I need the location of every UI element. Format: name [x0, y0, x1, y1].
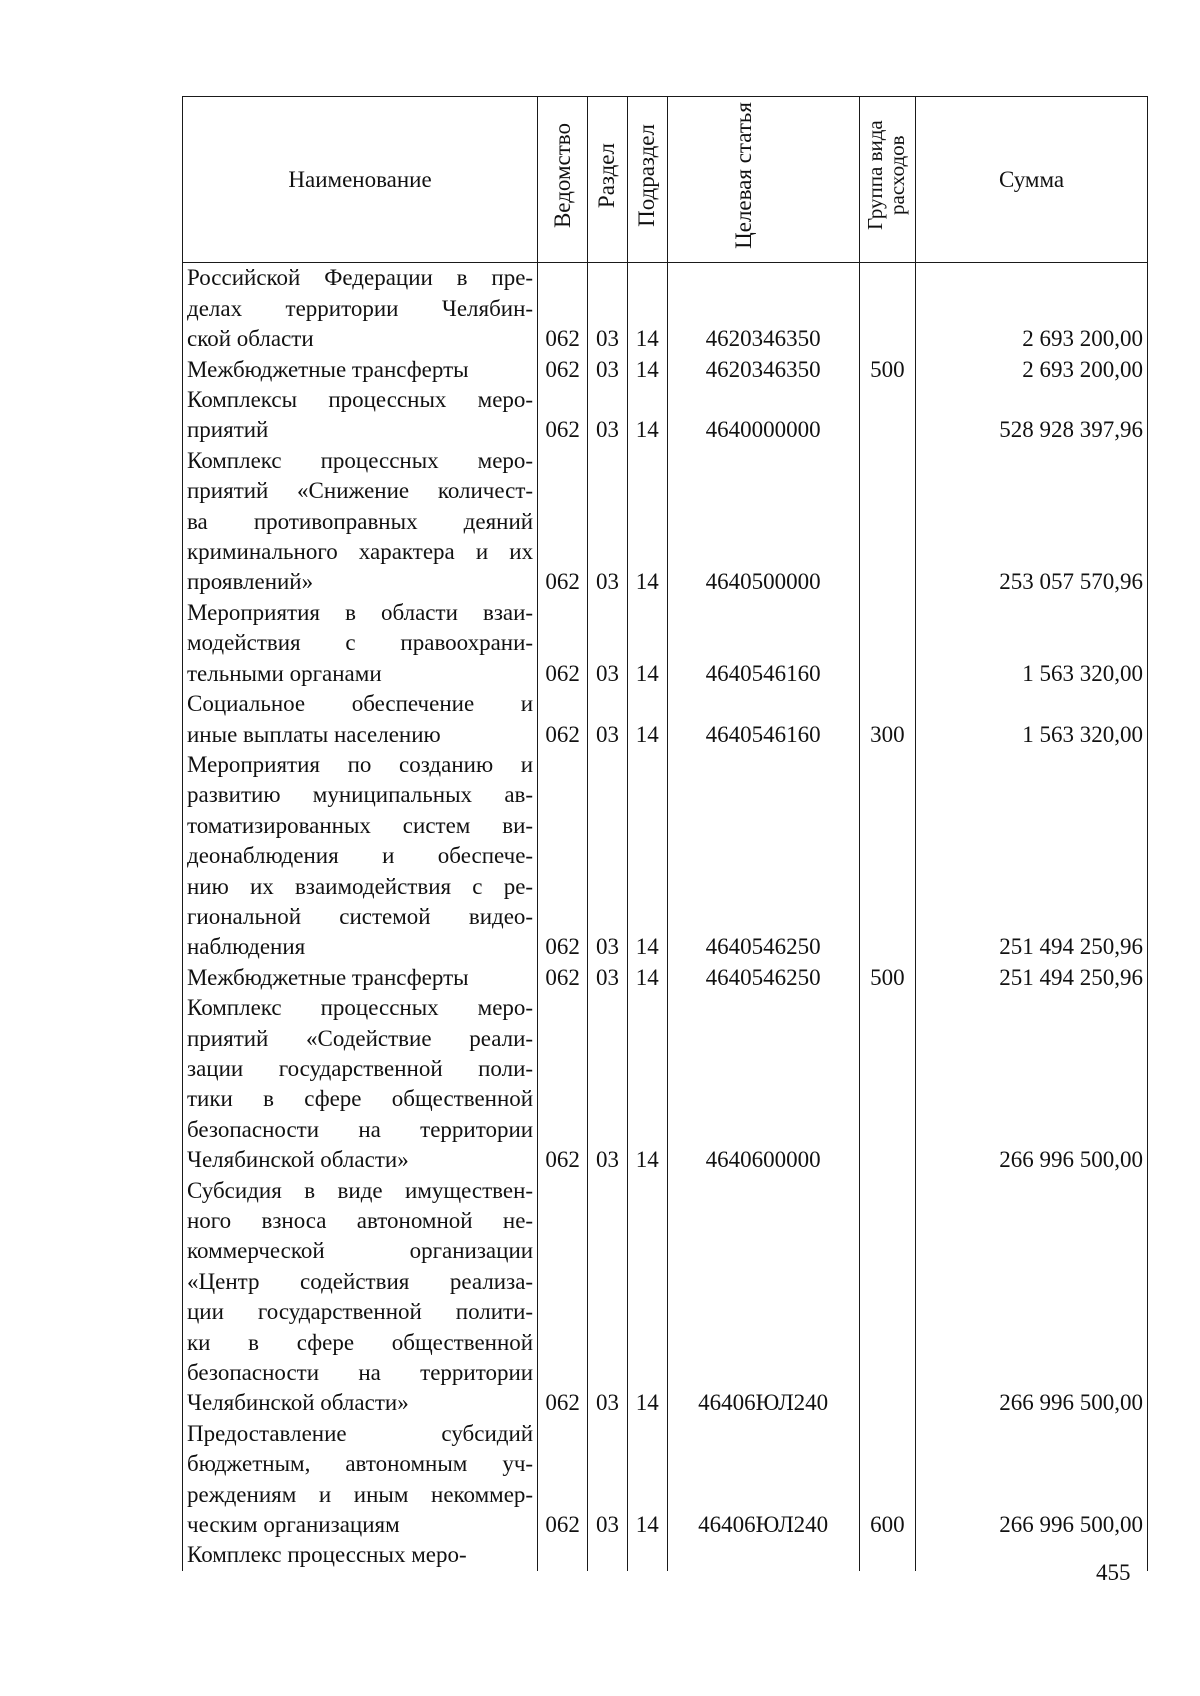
- row-gruppa: [859, 598, 915, 689]
- row-name-line: приятий: [187, 417, 269, 443]
- header-summa: Сумма: [916, 97, 1148, 263]
- row-summa: 1 563 320,00: [916, 598, 1148, 689]
- row-name-line: Комплексы процессных меро-: [187, 387, 534, 413]
- page-number: 455: [1096, 1560, 1131, 1585]
- table-row: [183, 689, 1148, 750]
- row-name-line: безопасности на территории: [187, 1116, 534, 1142]
- row-razdel: 03: [588, 446, 628, 598]
- row-name: [183, 385, 538, 446]
- row-statya: 4640546160: [667, 598, 859, 689]
- row-name-line: Челябинской области»: [187, 1390, 409, 1416]
- row-gruppa: 600: [859, 1419, 915, 1541]
- row-name-line: Межбюджетные трансферты: [187, 356, 469, 382]
- table-row: [183, 963, 1148, 993]
- table-row: [183, 1540, 1148, 1570]
- row-name-line: Предоставление субсидий: [187, 1420, 534, 1446]
- row-name-line: деонаблюдения и обеспече-: [187, 843, 534, 869]
- row-podrazdel: 14: [627, 385, 667, 446]
- row-razdel: 03: [588, 355, 628, 385]
- row-statya: 4640546160: [667, 689, 859, 750]
- row-summa: 2 693 200,00: [916, 355, 1148, 385]
- row-name-line: криминального характера и их: [187, 539, 534, 565]
- row-name: [183, 446, 538, 598]
- row-name-line: развитию муниципальных ав-: [187, 782, 534, 808]
- row-name-line: тельными органами: [187, 660, 382, 686]
- row-summa: 528 928 397,96: [916, 385, 1148, 446]
- row-name-line: модействия с правоохрани-: [187, 630, 534, 656]
- row-statya: 4640500000: [667, 446, 859, 598]
- row-name-line: Мероприятия в области взаи-: [187, 599, 534, 625]
- row-summa: 253 057 570,96: [916, 446, 1148, 598]
- row-razdel: 03: [588, 1419, 628, 1541]
- table-row: [183, 446, 1148, 598]
- row-name: [183, 963, 538, 993]
- row-podrazdel: 14: [627, 1176, 667, 1419]
- row-razdel: 03: [588, 598, 628, 689]
- row-gruppa: 300: [859, 689, 915, 750]
- row-statya: [667, 1540, 859, 1570]
- row-name-line: Комплекс процессных меро-: [187, 1542, 467, 1568]
- row-name: [183, 263, 538, 355]
- row-vedomstvo: 062: [538, 963, 588, 993]
- row-name-line: томатизированных систем ви-: [187, 812, 534, 838]
- table-row: [183, 1176, 1148, 1419]
- row-name-line: Комплекс процессных меро-: [187, 995, 534, 1021]
- row-vedomstvo: 062: [538, 446, 588, 598]
- row-name-line: ва противоправных деяний: [187, 508, 534, 534]
- row-vedomstvo: 062: [538, 598, 588, 689]
- row-name-line: «Центр содействия реализа-: [187, 1268, 534, 1294]
- row-podrazdel: 14: [627, 963, 667, 993]
- row-name: [183, 993, 538, 1175]
- row-name-line: Социальное обеспечение и: [187, 691, 534, 717]
- row-vedomstvo: 062: [538, 355, 588, 385]
- row-name-line: безопасности на территории: [187, 1360, 534, 1386]
- row-name-line: делах территории Челябин-: [187, 295, 534, 321]
- row-razdel: 03: [588, 689, 628, 750]
- header-vedomstvo: Ведомство: [549, 122, 575, 229]
- row-vedomstvo: 062: [538, 385, 588, 446]
- row-summa: 266 996 500,00: [916, 993, 1148, 1175]
- row-name: [183, 1419, 538, 1541]
- row-name: [183, 1540, 538, 1570]
- row-name-line: реждениям и иным некоммер-: [187, 1481, 534, 1507]
- row-gruppa: [859, 446, 915, 598]
- row-name-line: иные выплаты населению: [187, 721, 441, 747]
- row-vedomstvo: 062: [538, 750, 588, 963]
- row-razdel: [588, 1540, 628, 1570]
- row-podrazdel: 14: [627, 446, 667, 598]
- header-name: Наименование: [183, 97, 538, 263]
- row-summa: 1 563 320,00: [916, 689, 1148, 750]
- row-razdel: 03: [588, 1176, 628, 1419]
- table-row: [183, 355, 1148, 385]
- row-podrazdel: 14: [627, 598, 667, 689]
- row-summa: 251 494 250,96: [916, 750, 1148, 963]
- row-gruppa: [859, 1540, 915, 1570]
- row-statya: 4640000000: [667, 385, 859, 446]
- row-statya: 4640546250: [667, 963, 859, 993]
- row-statya: 4620346350: [667, 355, 859, 385]
- row-podrazdel: [627, 1540, 667, 1570]
- row-name-line: проявлений»: [187, 569, 314, 595]
- row-vedomstvo: 062: [538, 1176, 588, 1419]
- row-summa: 266 996 500,00: [916, 1176, 1148, 1419]
- header-podrazdel: Подраздел: [634, 124, 660, 227]
- header-razdel: Раздел: [594, 142, 620, 209]
- row-razdel: 03: [588, 750, 628, 963]
- row-name-line: ции государственной полити-: [187, 1299, 534, 1325]
- table-row: [183, 750, 1148, 963]
- row-gruppa: [859, 263, 915, 355]
- row-name: [183, 1176, 538, 1419]
- table-row: [183, 263, 1148, 355]
- row-name-line: Субсидия в виде имуществен-: [187, 1177, 534, 1203]
- row-name-line: ки в сфере общественной: [187, 1329, 534, 1355]
- row-name-line: Мероприятия по созданию и: [187, 751, 534, 777]
- row-statya: 46406ЮЛ240: [667, 1419, 859, 1541]
- header-statya: Целевая статья: [731, 102, 757, 249]
- row-name-line: ного взноса автономной не-: [187, 1208, 534, 1233]
- table-row: [183, 993, 1148, 1175]
- row-gruppa: [859, 1176, 915, 1419]
- budget-table: [182, 96, 1148, 1571]
- row-razdel: 03: [588, 385, 628, 446]
- row-name: [183, 750, 538, 963]
- row-name-line: тики в сфере общественной: [187, 1086, 534, 1112]
- row-name-line: гиональной системой видео-: [187, 903, 534, 929]
- row-name-line: коммерческой организации: [187, 1238, 534, 1264]
- row-vedomstvo: 062: [538, 689, 588, 750]
- row-statya: 4640546250: [667, 750, 859, 963]
- row-statya: 4620346350: [667, 263, 859, 355]
- row-razdel: 03: [588, 963, 628, 993]
- row-name-line: Комплекс процессных меро-: [187, 447, 534, 473]
- row-name: [183, 598, 538, 689]
- row-vedomstvo: 062: [538, 1419, 588, 1541]
- row-gruppa: [859, 993, 915, 1175]
- row-name-line: Межбюджетные трансферты: [187, 964, 469, 990]
- row-podrazdel: 14: [627, 689, 667, 750]
- row-podrazdel: 14: [627, 355, 667, 385]
- row-gruppa: [859, 750, 915, 963]
- row-razdel: 03: [588, 263, 628, 355]
- row-vedomstvo: 062: [538, 993, 588, 1175]
- row-name-line: приятий «Снижение количест-: [187, 478, 534, 504]
- table-row: [183, 385, 1148, 446]
- row-name-line: зации государственной поли-: [187, 1055, 534, 1081]
- row-podrazdel: 14: [627, 263, 667, 355]
- row-name-line: приятий «Содействие реали-: [187, 1025, 534, 1051]
- row-vedomstvo: [538, 1540, 588, 1570]
- row-gruppa: 500: [859, 355, 915, 385]
- row-summa: 2 693 200,00: [916, 263, 1148, 355]
- row-summa: 266 996 500,00: [916, 1419, 1148, 1541]
- table-row: [183, 598, 1148, 689]
- table-row: [183, 1419, 1148, 1541]
- table-body: [183, 263, 1148, 1571]
- row-name-line: Челябинской области»: [187, 1147, 409, 1173]
- row-name-line: ской области: [187, 326, 314, 352]
- row-name: [183, 355, 538, 385]
- table-header-row: [183, 97, 1148, 263]
- row-podrazdel: 14: [627, 1419, 667, 1541]
- row-vedomstvo: 062: [538, 263, 588, 355]
- row-gruppa: 500: [859, 963, 915, 993]
- row-gruppa: [859, 385, 915, 446]
- header-gruppa: Группа вида расходов: [863, 120, 910, 231]
- row-statya: 46406ЮЛ240: [667, 1176, 859, 1419]
- row-podrazdel: 14: [627, 993, 667, 1175]
- row-name-line: наблюдения: [187, 934, 306, 960]
- row-statya: 4640600000: [667, 993, 859, 1175]
- row-name-line: бюджетным, автономным уч-: [187, 1451, 534, 1477]
- row-summa: 251 494 250,96: [916, 963, 1148, 993]
- row-razdel: 03: [588, 993, 628, 1175]
- row-name-line: нию их взаимодействия с ре-: [187, 873, 534, 899]
- row-podrazdel: 14: [627, 750, 667, 963]
- row-name-line: Российской Федерации в пре-: [187, 265, 534, 291]
- row-name: [183, 689, 538, 750]
- row-name-line: ческим организациям: [187, 1512, 400, 1538]
